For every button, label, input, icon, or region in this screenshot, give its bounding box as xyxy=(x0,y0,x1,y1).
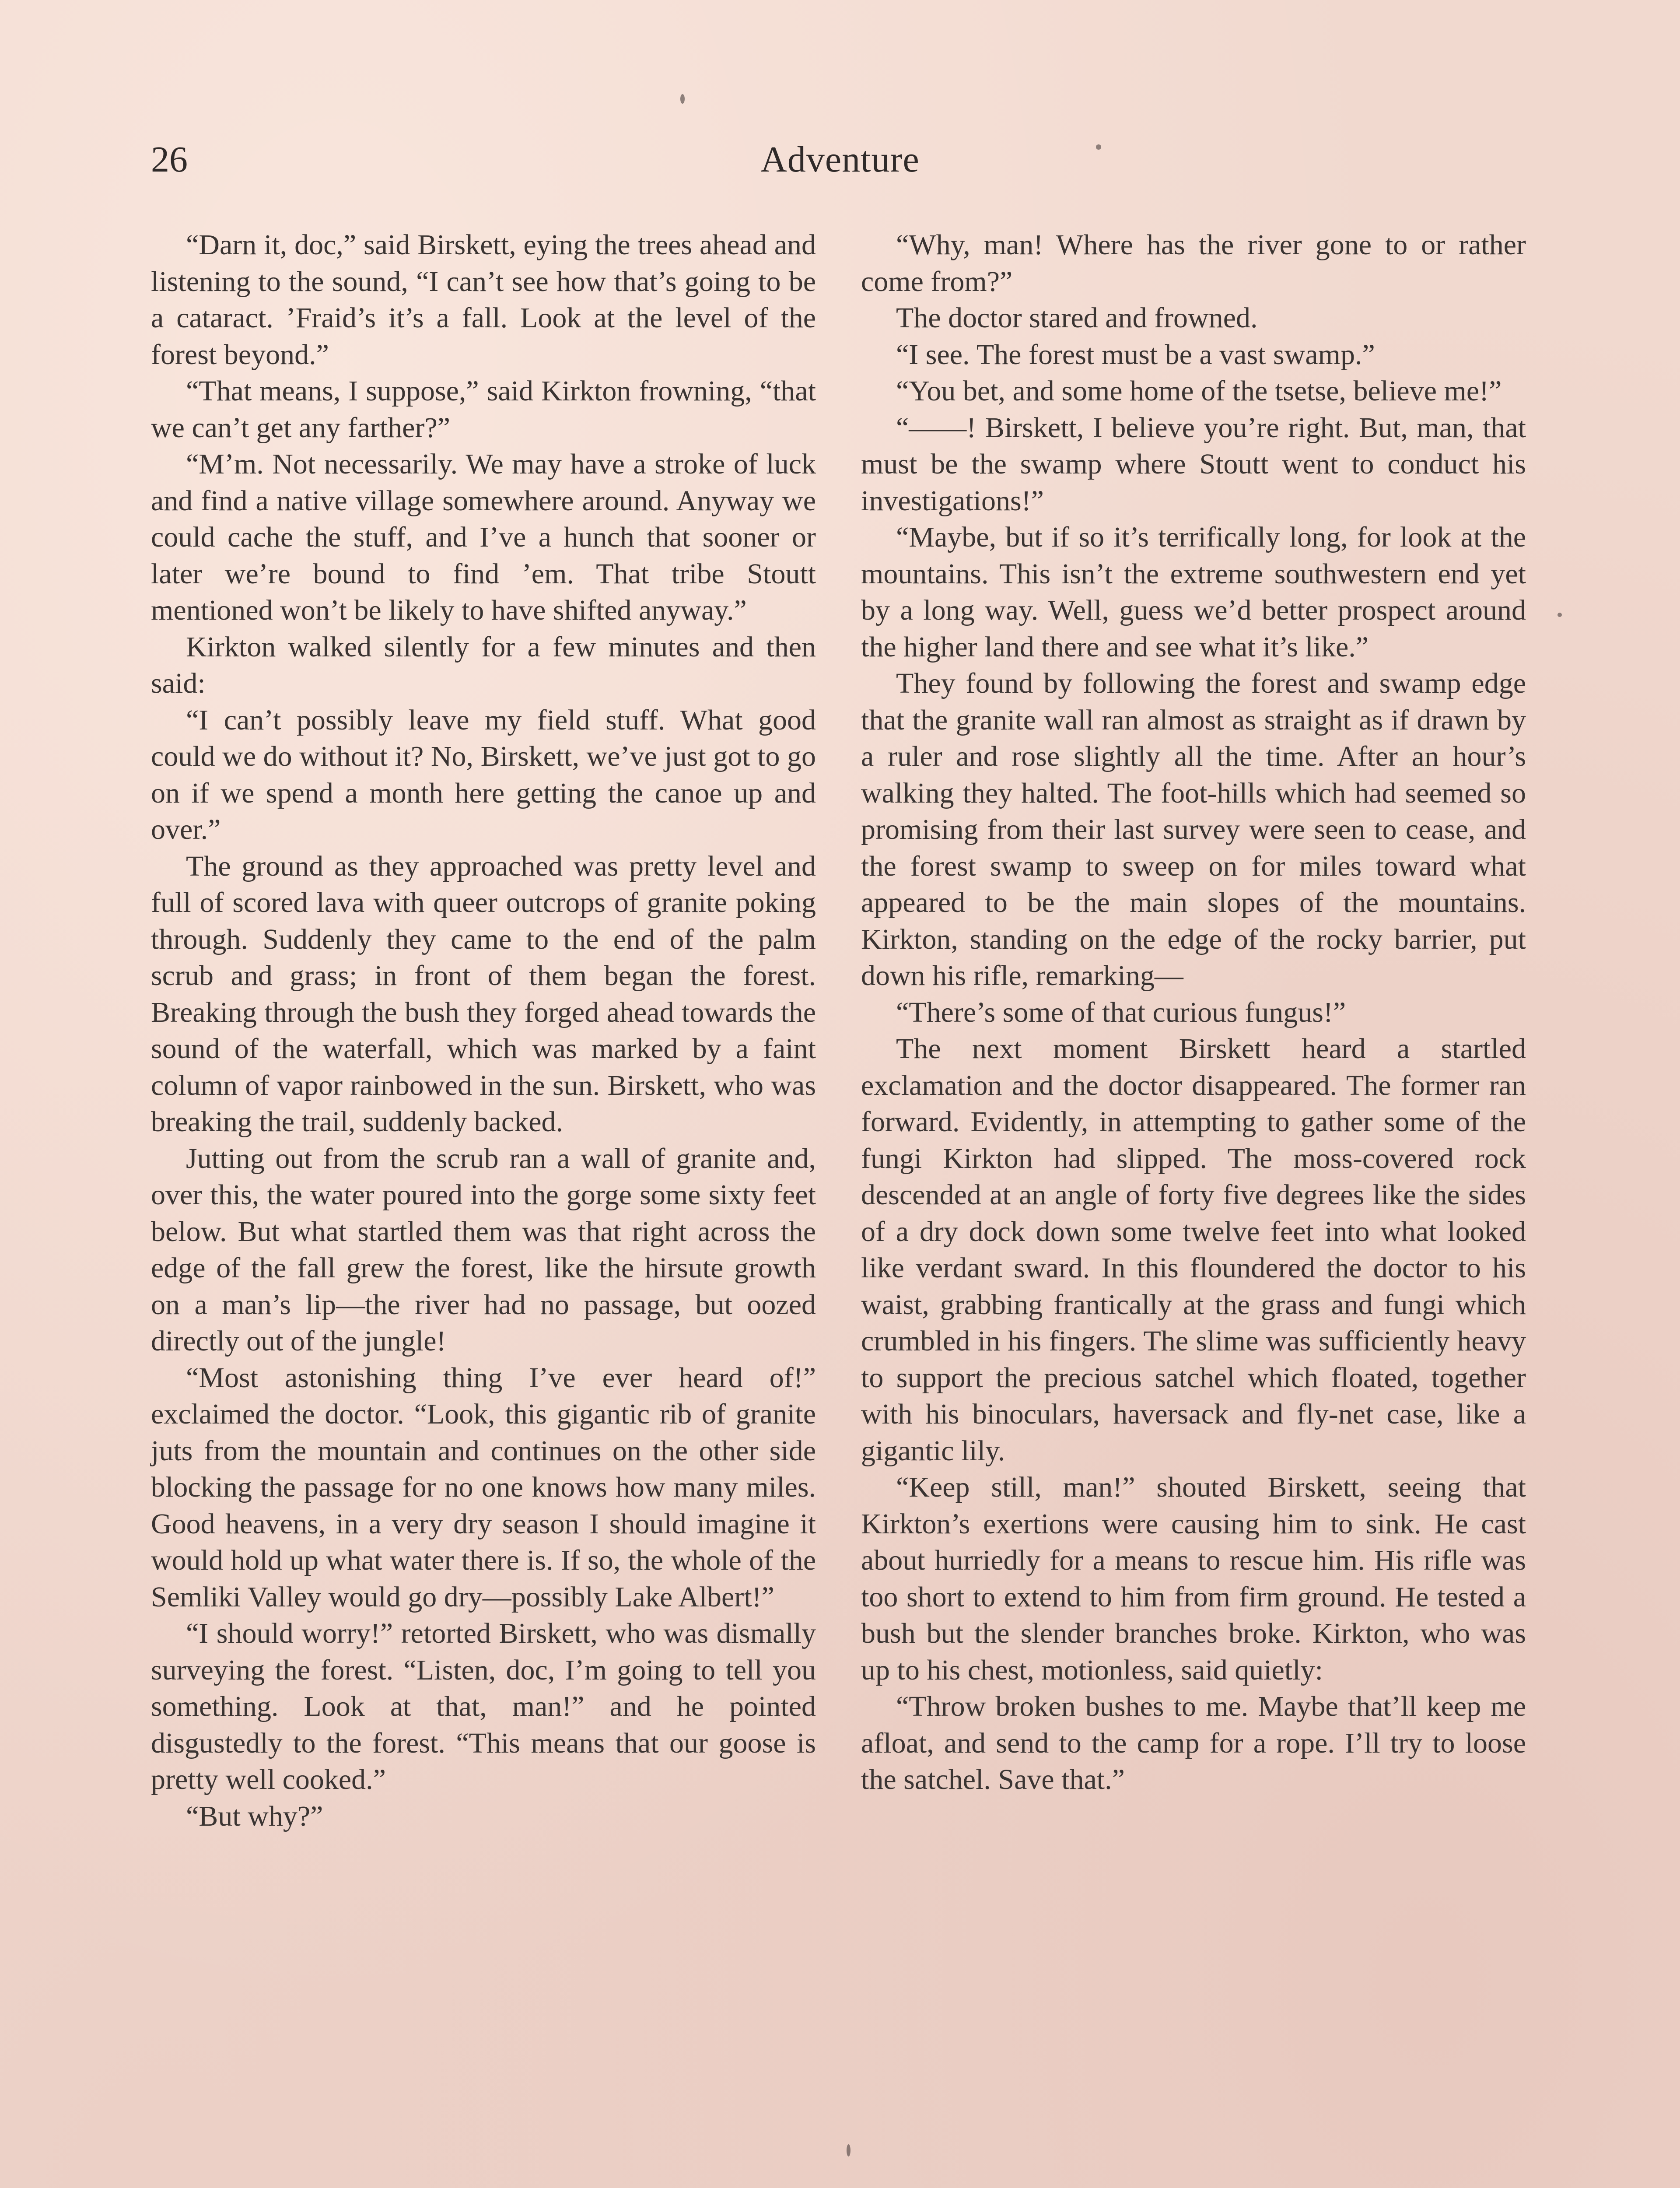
paragraph: “Darn it, doc,” said Birskett, eying the trees ahead and listening to the sound, “I can’t see how that’s going to be a cataract. ’Fraid’s it’s a fall. Look at the level of the forest beyond.” xyxy=(151,229,816,371)
paper-speck xyxy=(847,2144,850,2156)
paragraph: “You bet, and some home of the tsetse, believe me!” xyxy=(896,375,1502,407)
paragraph: The doctor stared and frowned. xyxy=(896,302,1258,334)
paragraph: “But why?” xyxy=(186,1800,323,1832)
paragraph: “I see. The forest must be a vast swamp.” xyxy=(896,338,1375,371)
paper-speck xyxy=(680,94,685,104)
running-title: Adventure xyxy=(760,139,920,180)
paper-speck xyxy=(1558,613,1562,617)
paper-speck xyxy=(1096,144,1101,150)
paragraph: “Why, man! Where has the river gone to or rather come from?” xyxy=(861,229,1526,298)
text-column-right xyxy=(861,227,1526,1798)
paragraph: “——! Birskett, I believe you’re right. But, man, that must be the swamp where Stoutt went to conduct his investigations!” xyxy=(861,411,1526,517)
paragraph: “M’m. Not necessarily. We may have a stroke of luck and find a native village somewhere around. Anyway we could cache the stuff, and I’ve a hunch that sooner or later we’re bound to find ’em. That tribe Stoutt mentioned won’t be likely to have shifted anyway.” xyxy=(151,448,816,626)
page-header xyxy=(151,131,1529,188)
paragraph: The next moment Birskett heard a startled exclamation and the doctor disappeared. The former ran forward. Evidently, in attempting to gather some of the fungi Kirkton had slipped. The moss-covered rock descended at an angle of forty five degrees like the sides of a dry dock down some twelve feet into what looked like verdant sward. In this floundered the doctor to his waist, grabbing frantically at the grass and fungi which crumbled in his fingers. The slime was sufficiently heavy to support the precious satchel which floated, together with his binoculars, haversack and fly-net case, like a gigantic lily. xyxy=(861,1033,1526,1467)
paragraph: “That means, I suppose,” said Kirkton frowning, “that we can’t get any farther?” xyxy=(151,375,816,444)
paragraph: They found by following the forest and swamp edge that the granite wall ran almost as straight as if drawn by a ruler and rose slightly all the time. After an hour’s walking they halted. The foot-hills which had seemed so promising from their last survey were seen to cease, and the forest swamp to sweep on for miles toward what appeared to be the main slopes of the mountains. Kirkton, standing on the edge of the rocky barrier, put down his rifle, remarking— xyxy=(861,667,1526,992)
paragraph: “Maybe, but if so it’s terrifically long, for look at the mountains. This isn’t the extreme southwestern end yet by a long way. Well, guess we’d better prospect around the higher land there and see what it’s like.” xyxy=(861,521,1526,663)
paragraph: “Most astonishing thing I’ve ever heard of!” exclaimed the doctor. “Look, this gigantic rib of granite juts from the mountain and continues on the other side blocking the passage for no one knows how many miles. Good heavens, in a very dry season I should imagine it would hold up what water there is. If so, the whole of the Semliki Valley would go dry—possibly Lake Albert!” xyxy=(151,1361,816,1613)
paragraph: “Keep still, man!” shouted Birskett, seeing that Kirkton’s exertions were causing him to sink. He cast about hurriedly for a means to rescue him. His rifle was too short to extend to him from firm ground. He tested a bush but the slender branches broke. Kirkton, who was up to his chest, motionless, said quietly: xyxy=(861,1471,1526,1686)
paragraph: Jutting out from the scrub ran a wall of granite and, over this, the water poured into the gorge some sixty feet below. But what startled them was that right across the edge of the fall grew the forest, like the hirsute growth on a man’s lip—the river had no passage, but oozed directly out of the jungle! xyxy=(151,1142,816,1357)
paragraph: Kirkton walked silently for a few minutes and then said: xyxy=(151,631,816,699)
paragraph: “I should worry!” retorted Birskett, who was dismally surveying the forest. “Listen, doc, I’m going to tell you something. Look at that, man!” and he pointed disgustedly to the forest. “This means that our goose is pretty well cooked.” xyxy=(151,1617,816,1795)
text-column-left xyxy=(151,227,816,1834)
page-number: 26 xyxy=(151,139,188,180)
paragraph: “Throw broken bushes to me. Maybe that’ll keep me afloat, and send to the camp for a rope. I’ll try to loose the satchel. Save that.” xyxy=(861,1690,1526,1795)
paragraph: “There’s some of that curious fungus!” xyxy=(896,996,1346,1028)
paragraph: The ground as they approached was pretty level and full of scored lava with queer outcrops of granite poking through. Suddenly they came to the end of the palm scrub and grass; in front of them began the forest. Breaking through the bush they forged ahead towards the sound of the waterfall, which was marked by a faint column of vapor rainbowed in the sun. Birskett, who was breaking the trail, suddenly backed. xyxy=(151,850,816,1138)
paragraph: “I can’t possibly leave my field stuff. What good could we do without it? No, Birskett, we’ve just got to go on if we spend a month here getting the canoe up and over.” xyxy=(151,704,816,845)
